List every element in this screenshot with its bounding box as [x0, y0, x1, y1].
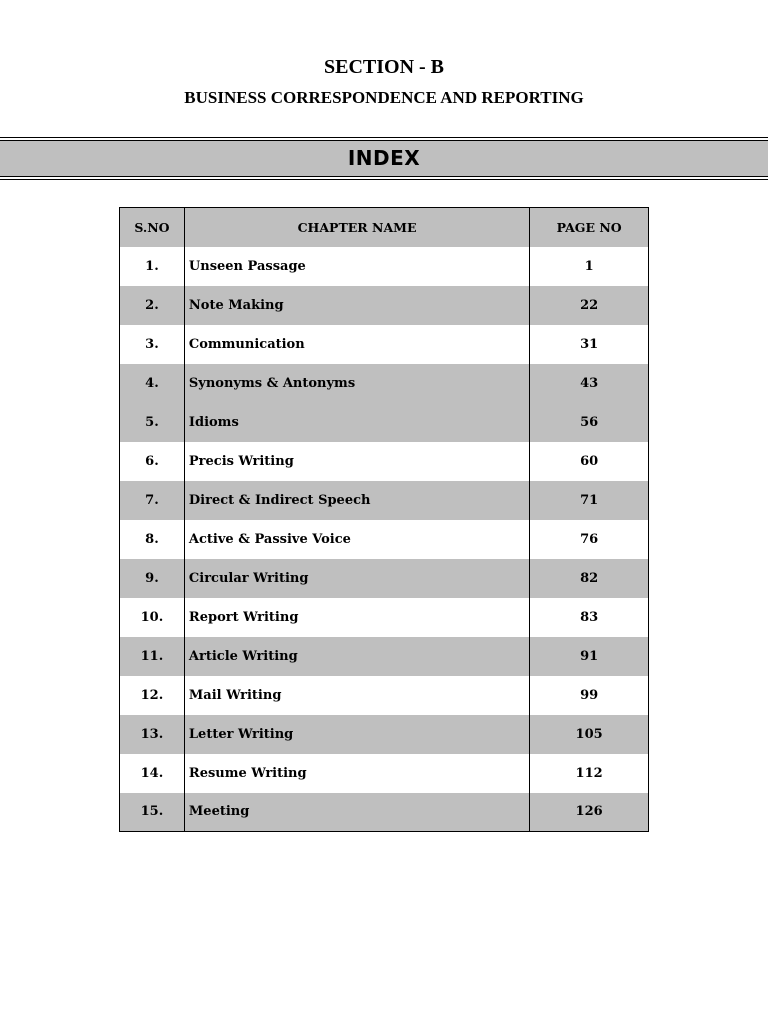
row-page-no: 76 [530, 520, 649, 559]
index-heading: INDEX [347, 146, 421, 170]
row-sno: 5. [120, 403, 185, 442]
row-chapter-name: Active & Passive Voice [184, 520, 529, 559]
row-sno: 11. [120, 637, 185, 676]
row-chapter-name: Idioms [184, 403, 529, 442]
table-header-row [120, 208, 649, 247]
row-sno: 3. [120, 325, 185, 364]
column-header-page-no: PAGE NO [530, 208, 649, 247]
index-table [119, 207, 649, 832]
row-sno: 13. [120, 715, 185, 754]
divider [0, 137, 768, 138]
row-sno: 2. [120, 286, 185, 325]
row-chapter-name: Direct & Indirect Speech [184, 481, 529, 520]
row-sno: 10. [120, 598, 185, 637]
table-row [120, 442, 649, 481]
row-chapter-name: Article Writing [184, 637, 529, 676]
row-sno: 9. [120, 559, 185, 598]
section-title: SECTION - B [323, 56, 445, 78]
table-row [120, 403, 649, 442]
divider [0, 179, 768, 180]
row-page-no: 99 [530, 676, 649, 715]
row-chapter-name: Circular Writing [184, 559, 529, 598]
table-row [120, 676, 649, 715]
column-header-chapter-name: CHAPTER NAME [184, 208, 529, 247]
row-chapter-name: Note Making [184, 286, 529, 325]
row-chapter-name: Report Writing [184, 598, 529, 637]
row-sno: 6. [120, 442, 185, 481]
table-row [120, 325, 649, 364]
row-chapter-name: Unseen Passage [184, 247, 529, 286]
table-row [120, 754, 649, 793]
row-page-no: 22 [530, 286, 649, 325]
row-chapter-name: Meeting [184, 793, 529, 832]
row-chapter-name: Precis Writing [184, 442, 529, 481]
row-chapter-name: Mail Writing [184, 676, 529, 715]
table-row [120, 481, 649, 520]
row-page-no: 83 [530, 598, 649, 637]
index-table-body [120, 247, 649, 832]
row-page-no: 60 [530, 442, 649, 481]
row-page-no: 56 [530, 403, 649, 442]
divider [0, 176, 768, 177]
table-row [120, 364, 649, 403]
row-page-no: 91 [530, 637, 649, 676]
row-chapter-name: Letter Writing [184, 715, 529, 754]
row-sno: 15. [120, 793, 185, 832]
row-chapter-name: Resume Writing [184, 754, 529, 793]
row-sno: 8. [120, 520, 185, 559]
row-chapter-name: Synonyms & Antonyms [184, 364, 529, 403]
section-subtitle: BUSINESS CORRESPONDENCE AND REPORTING [184, 88, 584, 107]
row-page-no: 126 [530, 793, 649, 832]
table-row [120, 286, 649, 325]
table-row [120, 715, 649, 754]
table-row [120, 793, 649, 832]
row-chapter-name: Communication [184, 325, 529, 364]
row-sno: 1. [120, 247, 185, 286]
row-page-no: 31 [530, 325, 649, 364]
row-page-no: 71 [530, 481, 649, 520]
row-sno: 14. [120, 754, 185, 793]
row-page-no: 1 [530, 247, 649, 286]
table-row [120, 598, 649, 637]
column-header-sno: S.NO [120, 208, 185, 247]
table-row [120, 637, 649, 676]
row-sno: 4. [120, 364, 185, 403]
table-row [120, 559, 649, 598]
table-row [120, 247, 649, 286]
row-page-no: 112 [530, 754, 649, 793]
row-page-no: 105 [530, 715, 649, 754]
table-row [120, 520, 649, 559]
row-sno: 12. [120, 676, 185, 715]
row-sno: 7. [120, 481, 185, 520]
index-banner [0, 137, 768, 181]
row-page-no: 43 [530, 364, 649, 403]
row-page-no: 82 [530, 559, 649, 598]
